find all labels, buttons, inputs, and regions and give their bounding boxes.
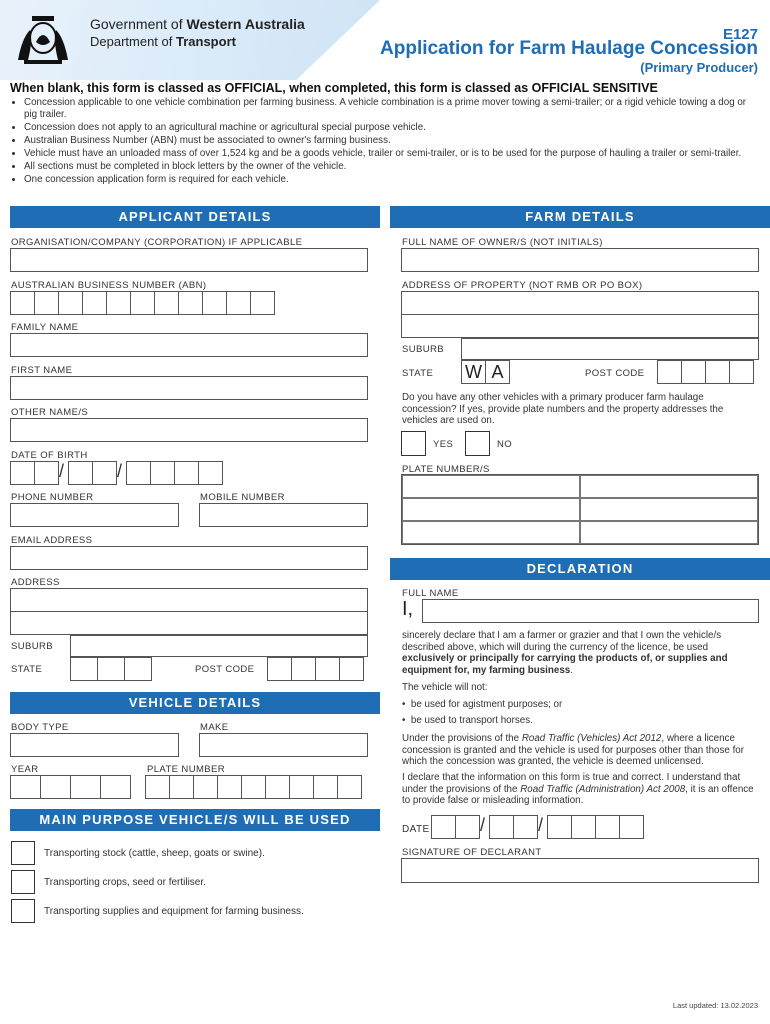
date-separator: / (538, 815, 544, 835)
yes-checkbox[interactable] (401, 431, 426, 456)
note-item: • Concession does not apply to an agricultural machine or agricultural special purpose vehicle. (24, 122, 759, 134)
plate-numbers-label: PLATE NUMBER/S (402, 464, 490, 475)
plate-cell[interactable] (580, 521, 758, 544)
property-address-line2-field[interactable] (401, 314, 759, 338)
declaration-date-day[interactable] (431, 815, 479, 839)
org-field[interactable] (10, 248, 368, 272)
phone-field[interactable] (10, 503, 179, 527)
note-item: • Vehicle must have an unloaded mass of over 1,524 kg and be a goods vehicle, trailer or semi-trailer, or is to be used for the purpose of hauling a trailer or semi-trailer. (24, 148, 759, 160)
suburb-label: SUBURB (11, 641, 53, 652)
note-item: • Australian Business Number (ABN) must be associated to owner's farming business. (24, 135, 759, 147)
state-letter: A (485, 360, 510, 384)
address-line1-field[interactable] (10, 588, 368, 612)
form-code: E127 (722, 26, 758, 43)
other-names-field[interactable] (10, 418, 368, 442)
purpose-option-label: Transporting supplies and equipment for farming business. (44, 906, 304, 917)
declaration-statement: sincerely declare that I am a farmer or grazier and that I own the vehicle/s described above, which will during the currency of the licence, be used exclusively or principally for carrying the products of, or supplies and equipment for, my farming business. (402, 630, 728, 676)
act-2008-paragraph: I declare that the information on this form is true and correct. I understand that under the provisions of the Road Traffic (Administration) Act 2008, it is an offence to provide false or misleading information. (402, 772, 754, 806)
other-names-label: OTHER NAME/S (11, 407, 89, 418)
act-2012-paragraph: Under the provisions of the Road Traffic (Vehicles) Act 2012, where a licence concession is granted and the vehicle is used for purposes other than those for which the concession was granted, the vehicle is deemed unlicensed. (402, 733, 745, 767)
dob-year-field[interactable] (126, 461, 222, 485)
suburb-field[interactable] (70, 635, 368, 657)
postcode-label: POST CODE (195, 664, 255, 675)
farm-suburb-field[interactable] (461, 338, 759, 360)
gov-line: Government of Western Australia (90, 16, 305, 32)
signature-field[interactable] (401, 858, 759, 883)
purpose-heading: MAIN PURPOSE VEHICLE/S WILL BE USED (10, 809, 380, 831)
applicant-heading: APPLICANT DETAILS (10, 206, 380, 228)
plate-cell[interactable] (402, 521, 580, 544)
declarant-name-label: FULL NAME (402, 588, 459, 599)
last-updated: Last updated: 13.02.2023 (672, 1001, 758, 1010)
no-label: NO (497, 439, 513, 450)
farm-state-label: STATE (402, 368, 434, 379)
no-checkbox[interactable] (465, 431, 490, 456)
declarant-name-field[interactable] (422, 599, 759, 623)
wa-crest-icon (10, 8, 76, 70)
phone-label: PHONE NUMBER (11, 492, 94, 503)
make-label: MAKE (200, 722, 229, 733)
form-title: Application for Farm Haulage Concession (380, 38, 758, 59)
address-line2-field[interactable] (10, 611, 368, 635)
owner-name-field[interactable] (401, 248, 759, 272)
yes-label: YES (433, 439, 454, 450)
plate-cell[interactable] (580, 475, 758, 498)
declaration-heading: DECLARATION (390, 558, 770, 580)
postcode-field[interactable] (267, 657, 363, 681)
note-item: • One concession application form is required for each vehicle. (24, 174, 759, 186)
note-item: • All sections must be completed in block letters by the owner of the vehicle. (24, 161, 759, 173)
mobile-label: MOBILE NUMBER (200, 492, 285, 503)
plate-number-label: PLATE NUMBER (147, 764, 225, 775)
state-letter: W (461, 360, 486, 384)
purpose-stock-checkbox[interactable] (11, 841, 35, 865)
mobile-field[interactable] (199, 503, 368, 527)
plate-cell[interactable] (580, 498, 758, 521)
farm-suburb-label: SUBURB (402, 344, 444, 355)
dob-label: DATE OF BIRTH (11, 450, 88, 461)
declaration-date-month[interactable] (489, 815, 537, 839)
email-label: EMAIL ADDRESS (11, 535, 93, 546)
abn-field[interactable] (10, 291, 274, 315)
dob-day-field[interactable] (10, 461, 58, 485)
dob-month-field[interactable] (68, 461, 116, 485)
org-label: ORGANISATION/COMPANY (CORPORATION) IF APPLICABLE (11, 237, 303, 248)
property-address-line1-field[interactable] (401, 291, 759, 315)
farm-state-field (461, 360, 509, 384)
vehicle-heading: VEHICLE DETAILS (10, 692, 380, 714)
body-type-label: BODY TYPE (11, 722, 69, 733)
purpose-crops-checkbox[interactable] (11, 870, 35, 894)
notes-list (10, 97, 759, 187)
date-separator: / (117, 461, 123, 481)
other-vehicles-question: Do you have any other vehicles with a primary producer farm haulage concession? If yes, provide plate numbers and the property addresses the vehicles are used on. (402, 392, 724, 426)
vehicle-will-not-label: The vehicle will not: (402, 682, 488, 693)
will-not-item: • be used for agistment purposes; or (402, 699, 563, 710)
purpose-option-label: Transporting crops, seed or fertiliser. (44, 877, 206, 888)
farm-heading: FARM DETAILS (390, 206, 770, 228)
body-type-field[interactable] (10, 733, 179, 757)
make-field[interactable] (199, 733, 368, 757)
classification-banner: When blank, this form is classed as OFFICIAL, when completed, this form is classed as OFFICIAL SENSITIVE (10, 81, 658, 95)
plate-numbers-table (401, 474, 759, 545)
owner-name-label: FULL NAME OF OWNER/S (NOT INITIALS) (402, 237, 603, 248)
form-subtitle: (Primary Producer) (640, 60, 758, 75)
plate-cell[interactable] (402, 498, 580, 521)
purpose-supplies-checkbox[interactable] (11, 899, 35, 923)
state-label: STATE (11, 664, 43, 675)
property-address-label: ADDRESS OF PROPERTY (NOT RMB OR PO BOX) (402, 280, 643, 291)
first-name-label: FIRST NAME (11, 365, 73, 376)
i-mark: I, (402, 598, 414, 620)
family-name-label: FAMILY NAME (11, 322, 79, 333)
abn-label: AUSTRALIAN BUSINESS NUMBER (ABN) (11, 280, 207, 291)
date-separator: / (59, 461, 65, 481)
dept-line: Department of Transport (90, 34, 236, 49)
address-label: ADDRESS (11, 577, 60, 588)
note-item: • Concession applicable to one vehicle combination per farming business. A vehicle combination is a prime mover towing a semi-trailer; or a rigid vehicle towing a dog or pig trailer. (24, 97, 759, 120)
signature-label: SIGNATURE OF DECLARANT (402, 847, 542, 858)
first-name-field[interactable] (10, 376, 368, 400)
will-not-item: • be used to transport horses. (402, 715, 533, 726)
purpose-option-label: Transporting stock (cattle, sheep, goats or swine). (44, 848, 265, 859)
declaration-date-year[interactable] (547, 815, 643, 839)
plate-cell[interactable] (402, 475, 580, 498)
email-field[interactable] (10, 546, 368, 570)
farm-postcode-field[interactable] (657, 360, 753, 384)
year-field[interactable] (10, 775, 130, 799)
farm-postcode-label: POST CODE (585, 368, 645, 379)
state-field[interactable] (70, 657, 151, 681)
declaration-date-label: DATE (402, 824, 430, 835)
plate-number-field[interactable] (145, 775, 361, 799)
date-separator: / (480, 815, 486, 835)
family-name-field[interactable] (10, 333, 368, 357)
year-label: YEAR (11, 764, 39, 775)
